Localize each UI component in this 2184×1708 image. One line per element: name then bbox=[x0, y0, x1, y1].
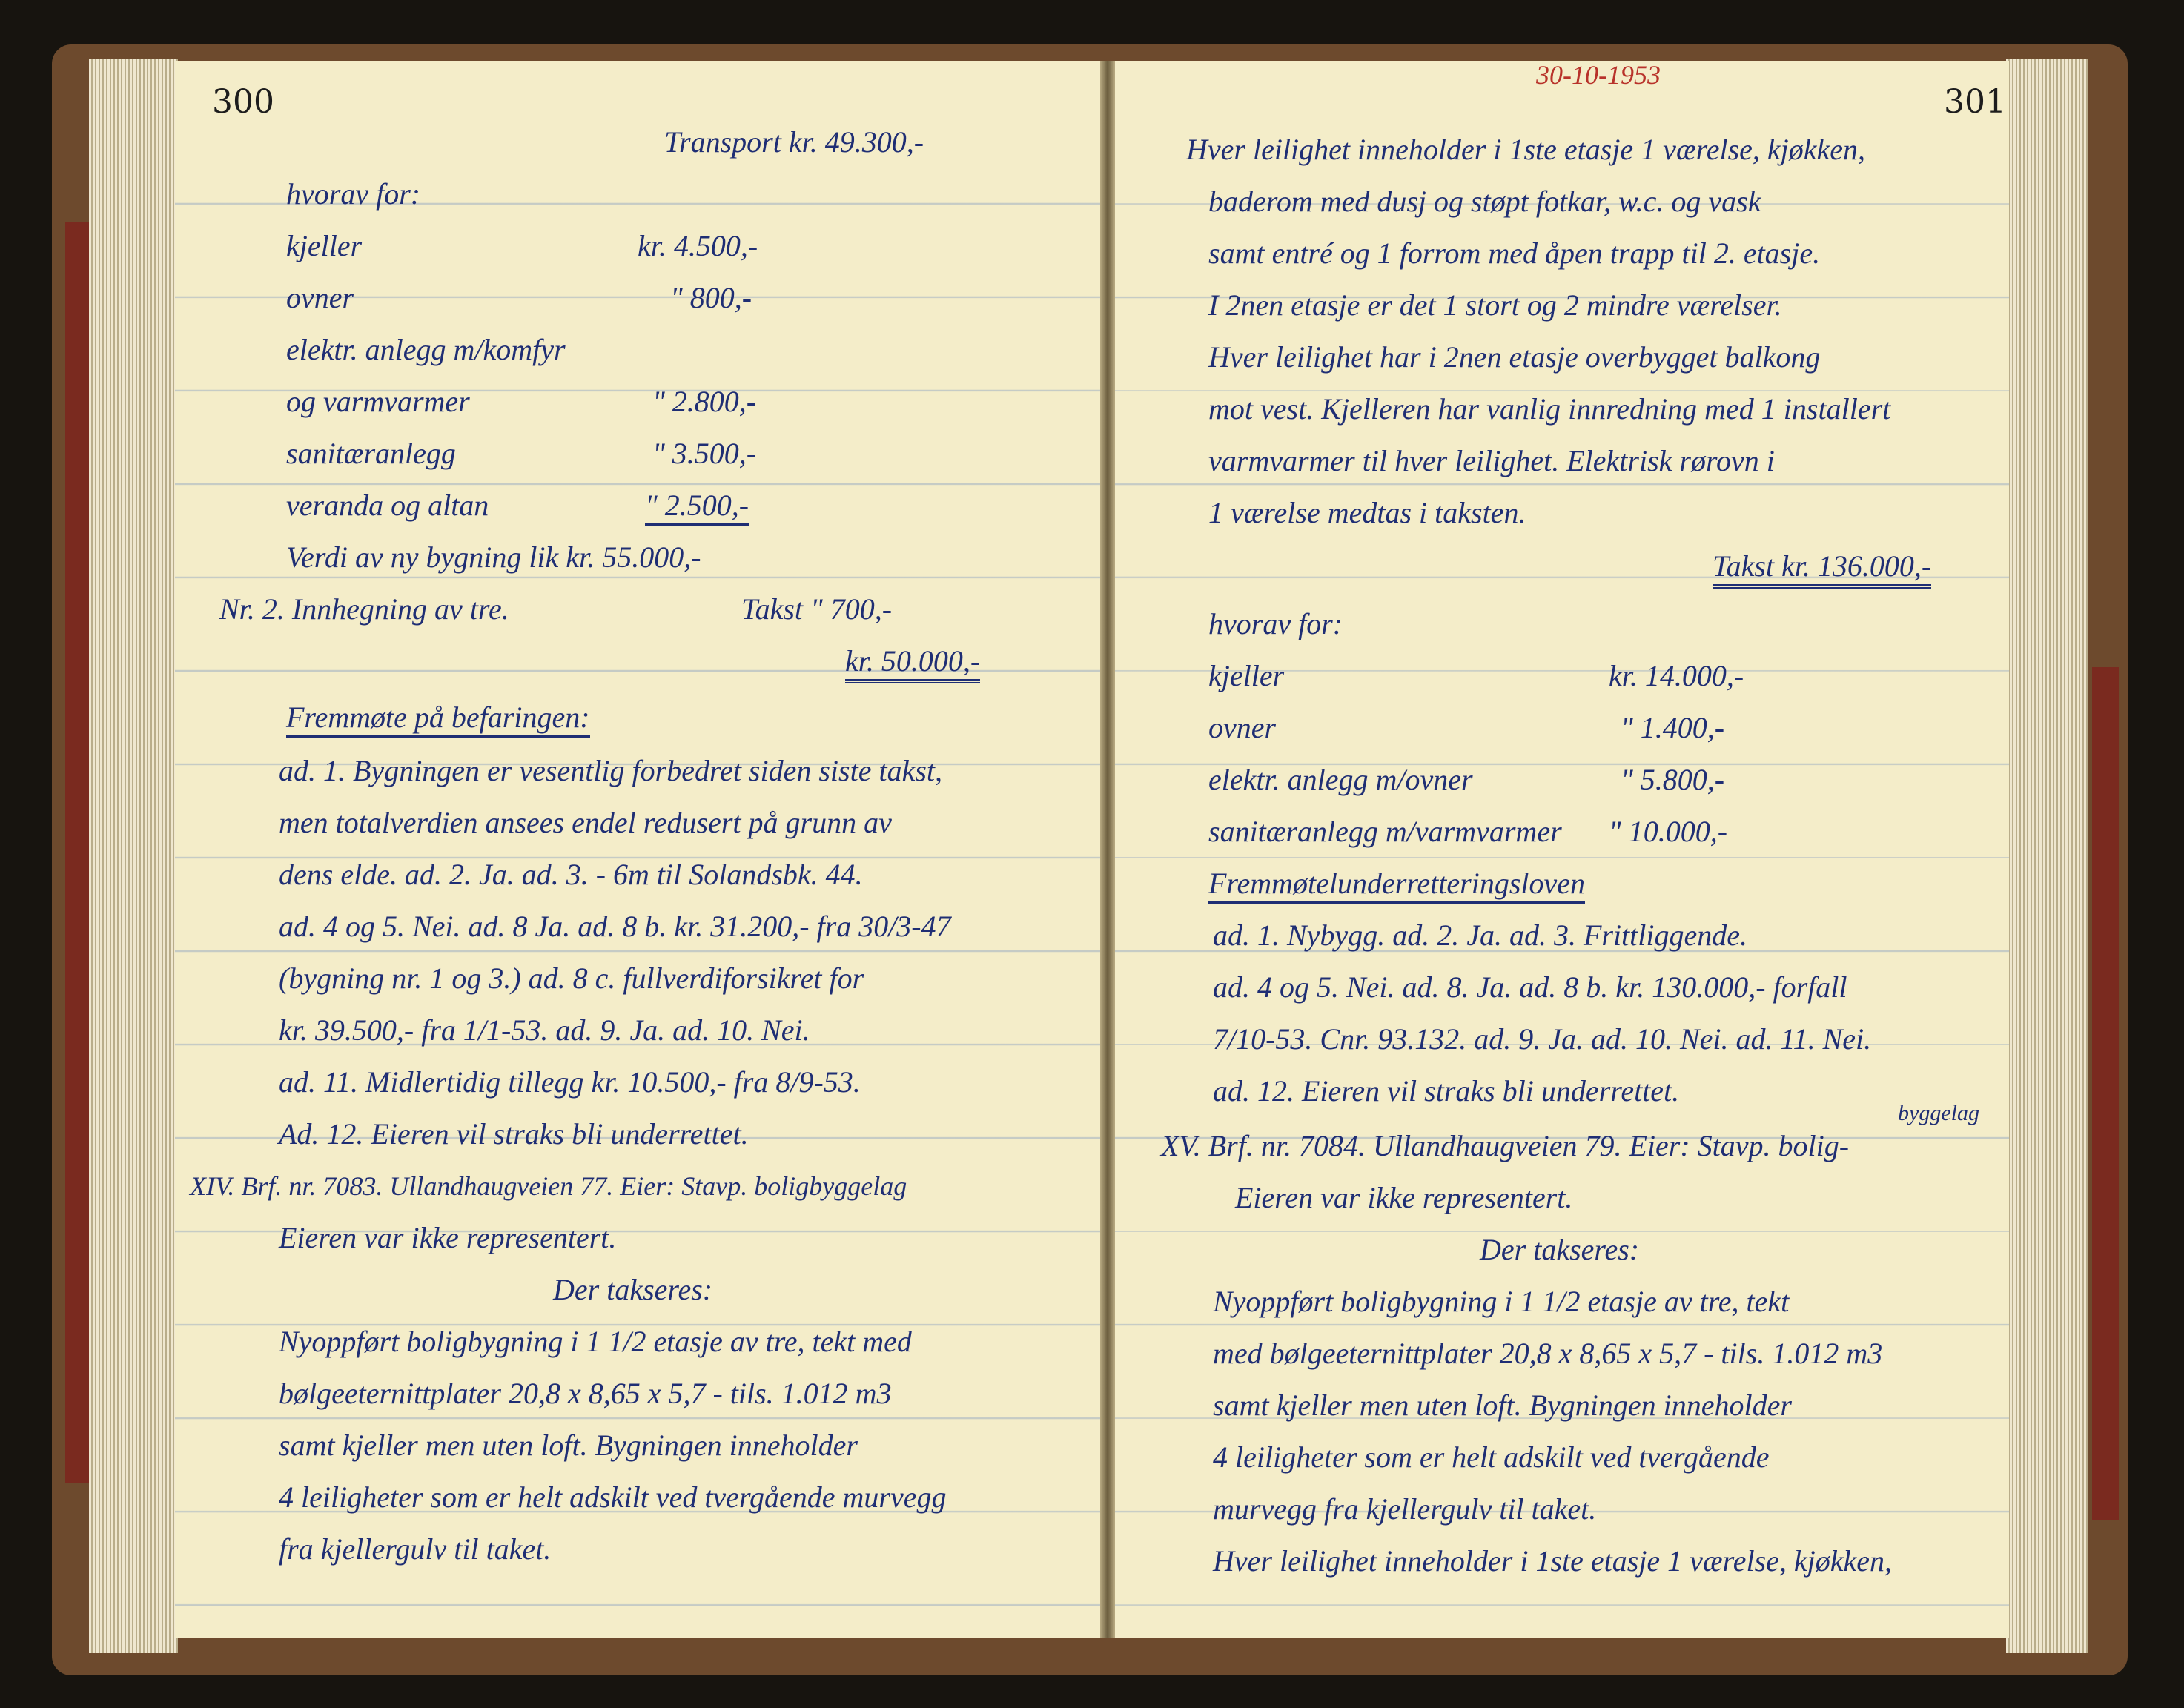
text-line: Hver leilighet inneholder i 1ste etasje 1 værelse, kjøkken, bbox=[1186, 133, 1866, 166]
item-label: sanitæranlegg bbox=[286, 437, 456, 470]
insertion-note: byggelag bbox=[1898, 1101, 1979, 1125]
text-line: med bølgeeternittplater 20,8 x 8,65 x 5,7 - tils. 1.012 m3 bbox=[1213, 1337, 1883, 1370]
text-line: mot vest. Kjelleren har vanlig innredning med 1 installert bbox=[1208, 392, 1891, 426]
total-value-line: Verdi av ny bygning lik kr. 55.000,- bbox=[286, 540, 701, 574]
page-edges-left bbox=[89, 59, 178, 1653]
page-edges-right bbox=[2006, 59, 2088, 1653]
text-line: 7/10-53. Cnr. 93.132. ad. 9. Ja. ad. 10. Nei. ad. 11. Nei. bbox=[1213, 1022, 1872, 1056]
text-line: baderom med dusj og støpt fotkar, w.c. og vask bbox=[1208, 185, 1761, 218]
text-line: varmvarmer til hver leilighet. Elektrisk rørovn i bbox=[1208, 444, 1775, 477]
text-line: 4 leiligheter som er helt adskilt ved tvergående bbox=[1213, 1440, 1770, 1474]
item-label: og varmvarmer bbox=[286, 385, 470, 418]
item-label: veranda og altan bbox=[286, 489, 489, 522]
text-line: Eieren var ikke representert. bbox=[279, 1221, 617, 1254]
book-gutter bbox=[1100, 61, 1115, 1638]
sum-value: kr. 50.000,- bbox=[845, 643, 980, 683]
item-value: kr. 14.000,- bbox=[1609, 659, 1744, 692]
text-line: (bygning nr. 1 og 3.) ad. 8 c. fullverdiforsikret for bbox=[279, 961, 864, 995]
text-line: murvegg fra kjellergulv til taket. bbox=[1213, 1492, 1597, 1526]
text-line: ad. 4 og 5. Nei. ad. 8 Ja. ad. 8 b. kr. 31.200,- fra 30/3-47 bbox=[279, 910, 951, 943]
section-heading: Nr. 2. Innhegning av tre. bbox=[219, 592, 509, 626]
text-line: ad. 12. Eieren vil straks bli underrettet. bbox=[1213, 1074, 1680, 1108]
page-number-left: 300 bbox=[212, 83, 274, 121]
item-value: " 2.500,- bbox=[645, 488, 749, 526]
text-line: 1 værelse medtas i taksten. bbox=[1208, 496, 1526, 529]
item-label: ovner bbox=[286, 281, 354, 314]
text-line: 4 leiligheter som er helt adskilt ved tvergående murvegg bbox=[279, 1480, 947, 1514]
item-value: " 10.000,- bbox=[1609, 815, 1728, 848]
hvorav-heading: hvorav for: bbox=[286, 177, 421, 211]
section-heading: Der takseres: bbox=[553, 1273, 713, 1306]
cover-edge-right bbox=[2092, 667, 2119, 1520]
takst-value: Takst " 700,- bbox=[741, 592, 893, 626]
item-label: ovner bbox=[1208, 711, 1277, 744]
item-value: " 5.800,- bbox=[1621, 763, 1725, 796]
text-line: samt entré og 1 forrom med åpen trapp til 2. etasje. bbox=[1208, 236, 1821, 270]
section-heading: Fremmøtelunderretteringsloven bbox=[1208, 866, 1585, 904]
text-line: I 2nen etasje er det 1 stort og 2 mindre værelser. bbox=[1208, 288, 1782, 322]
text-line: Nyoppført boligbygning i 1 1/2 etasje av tre, tekt bbox=[1213, 1285, 1790, 1318]
transport-line: Transport kr. 49.300,- bbox=[664, 125, 924, 159]
section-heading: Der takseres: bbox=[1480, 1233, 1640, 1266]
text-line: fra kjellergulv til taket. bbox=[279, 1532, 552, 1566]
text-line: Ad. 12. Eieren vil straks bli underrettet. bbox=[279, 1117, 749, 1151]
item-value: " 3.500,- bbox=[652, 437, 757, 470]
text-line: samt kjeller men uten loft. Bygningen inneholder bbox=[1213, 1388, 1792, 1422]
text-line: Hver leilighet har i 2nen etasje overbygget balkong bbox=[1208, 340, 1821, 374]
text-line: ad. 11. Midlertidig tillegg kr. 10.500,- fra 8/9-53. bbox=[279, 1065, 861, 1099]
text-line: men totalverdien ansees endel redusert på grunn av bbox=[279, 806, 892, 839]
item-label: elektr. anlegg m/ovner bbox=[1208, 763, 1473, 796]
date-stamp: 30-10-1953 bbox=[1536, 60, 1661, 90]
text-line: samt kjeller men uten loft. Bygningen inneholder bbox=[279, 1429, 858, 1462]
item-value: " 1.400,- bbox=[1621, 711, 1725, 744]
text-line: dens elde. ad. 2. Ja. ad. 3. - 6m til Solandsbk. 44. bbox=[279, 858, 863, 891]
item-value: " 2.800,- bbox=[652, 385, 757, 418]
text-line: kr. 39.500,- fra 1/1-53. ad. 9. Ja. ad. 10. Nei. bbox=[279, 1013, 810, 1047]
hvorav-heading: hvorav for: bbox=[1208, 607, 1343, 640]
item-value: kr. 4.500,- bbox=[638, 229, 758, 262]
item-label: sanitæranlegg m/varmvarmer bbox=[1208, 815, 1562, 848]
section-heading: Fremmøte på befaringen: bbox=[286, 700, 590, 738]
text-line: Nyoppført boligbygning i 1 1/2 etasje av tre, tekt med bbox=[279, 1325, 912, 1358]
item-label: kjeller bbox=[1208, 659, 1285, 692]
text-line: ad. 4 og 5. Nei. ad. 8. Ja. ad. 8 b. kr. 130.000,- forfall bbox=[1213, 970, 1847, 1004]
item-value: " 800,- bbox=[670, 281, 752, 314]
entry-heading: XIV. Brf. nr. 7083. Ullandhaugveien 77. Eier: Stavp. boligbyggelag bbox=[190, 1171, 907, 1201]
text-line: bølgeeternittplater 20,8 x 8,65 x 5,7 - tils. 1.012 m3 bbox=[279, 1377, 892, 1410]
text-line: ad. 1. Bygningen er vesentlig forbedret siden siste takst, bbox=[279, 754, 943, 787]
text-line: ad. 1. Nybygg. ad. 2. Ja. ad. 3. Frittliggende. bbox=[1213, 918, 1748, 952]
item-label: kjeller bbox=[286, 229, 363, 262]
text-line: Eieren var ikke representert. bbox=[1235, 1181, 1573, 1214]
page-number-right: 301 bbox=[1944, 83, 2006, 121]
takst-value: Takst kr. 136.000,- bbox=[1713, 549, 1931, 589]
text-line: Hver leilighet inneholder i 1ste etasje 1 værelse, kjøkken, bbox=[1213, 1544, 1893, 1578]
entry-heading: XV. Brf. nr. 7084. Ullandhaugveien 79. Eier: Stavp. bolig- bbox=[1161, 1129, 1850, 1162]
item-label: elektr. anlegg m/komfyr bbox=[286, 333, 566, 366]
